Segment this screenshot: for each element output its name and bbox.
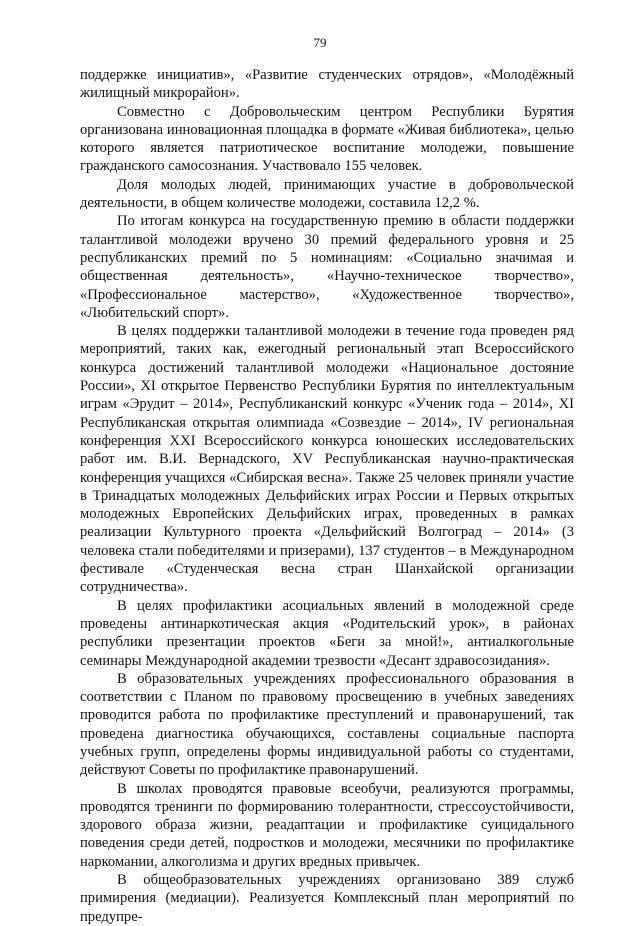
paragraph: В образовательных учреждениях профессионального образования в соответствии с Планом по правовому просвещению в учебных заведениях проводится работа по профилактике преступлений и правонарушений, так проведена диагностика обучающихся, составлены социальные паспорта учебных групп, определены формы индивидуальной работы со студентами, действуют Советы по профилактике правонарушений.: [80, 670, 574, 779]
paragraph: поддержке инициатив», «Развитие студенческих отрядов», «Молодёжный жилищный микрорайон».: [80, 67, 574, 102]
paragraph: В общеобразовательных учреждениях организовано 389 служб примирения (медиации). Реализуется Комплексный план мероприятий по предупре-: [80, 872, 574, 925]
paragraph: В целях поддержки талантливой молодежи в течение года проведен ряд мероприятий, таких как, ежегодный региональный этап Всероссийского конкурса достижений талантливой молодежи «Национальное достояние России», XI открытое Первенство Республики Бурятия по интеллектуальным играм «Эрудит – 2014», Республиканский конкурс «Ученик года – 2014», XI Республиканская открытая олимпиада «Созвездие – 2014», IV региональная конференция XXI Всероссийского конкурса юношеских исследовательских работ им. В.И. Вернадского, XV Республиканская научно-практическая конференция учащихся «Сибирская весна». Также 25 человек приняли участие в Тринадцатых молодежных Дельфийских играх России и Первых открытых молодежных Европейских Дельфийских играх, проведенных в рамках реализации Культурного проекта «Дельфийский Волгоград – 2014» (3 человека стали победителями и призерами), 137 студентов – в Международном фестивале «Студенческая весна стран Шанхайской организации сотрудничества».: [80, 323, 574, 596]
paragraph: В целях профилактики асоциальных явлений в молодежной среде проведены антинаркотическая акция «Родительский урок», в районах республики презентации проектов «Беги за мной!», антиалкогольные семинары Международной академии трезвости «Десант здравосозидания».: [80, 597, 574, 669]
paragraph: В школах проводятся правовые всеобучи, реализуются программы, проводятся тренинги по формированию толерантности, стрессоустойчивости, здорового образа жизни, реадаптации и профилактике суицидального поведения среди детей, подростков и молодежи, месячники по профилактике наркомании, алкоголизма и других вредных привычек.: [80, 780, 574, 870]
body-text: [80, 66, 574, 926]
paragraph: Доля молодых людей, принимающих участие в добровольческой деятельности, в общем количестве молодежи, составила 12,2 %.: [80, 176, 574, 212]
page-number: 79: [313, 35, 327, 50]
paragraph: Совместно с Добровольческим центром Республики Бурятия организована инновационная площадка в формате «Живая библиотека», целью которого является патриотическое воспитание молодежи, повышение гражданского самосознания. Участвовало 155 человек.: [80, 103, 574, 175]
paragraph: По итогам конкурса на государственную премию в области поддержки талантливой молодежи вручено 30 премий федерального уровня и 25 республиканских премий по 5 номинациям: «Социально значимая и общественная деятельность», «Научно-техническое творчество», «Профессиональное мастерство», «Художественное творчество», «Любительский спорт».: [80, 213, 574, 321]
